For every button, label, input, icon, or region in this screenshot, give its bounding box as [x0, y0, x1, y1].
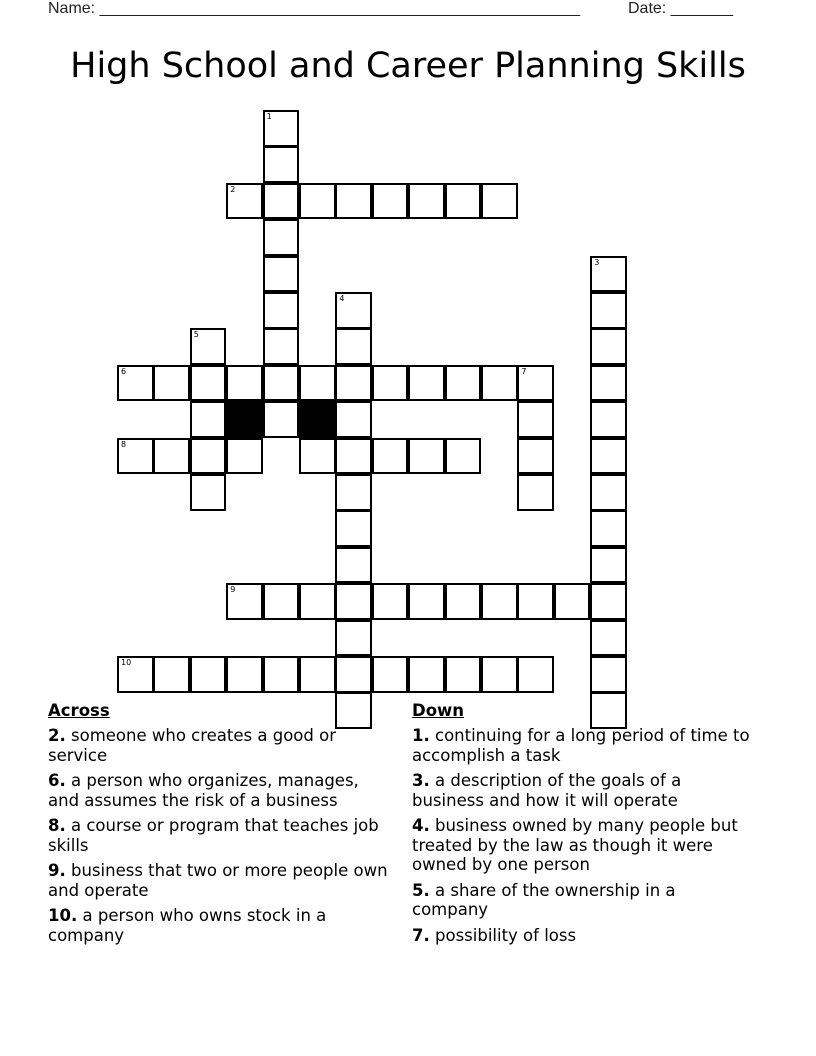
grid-cell[interactable] [590, 474, 627, 511]
clue-number: 2. [48, 726, 66, 745]
clue-down-3 [412, 771, 752, 810]
grid-cell[interactable] [554, 583, 591, 620]
grid-cell[interactable] [299, 656, 336, 693]
grid-cell[interactable] [590, 547, 627, 584]
grid-cell[interactable] [372, 365, 409, 402]
grid-cell[interactable] [263, 110, 300, 147]
grid-cell[interactable] [190, 656, 227, 693]
grid-cell[interactable] [226, 183, 263, 220]
clue-across-6 [48, 771, 393, 810]
grid-cell[interactable] [335, 474, 372, 511]
grid-cell[interactable] [590, 583, 627, 620]
grid-cell[interactable] [335, 583, 372, 620]
grid-cell[interactable] [299, 583, 336, 620]
clue-number: 4. [412, 816, 430, 835]
clue-number: 6. [48, 771, 66, 790]
grid-cell[interactable] [335, 510, 372, 547]
clue-number: 8. [48, 816, 66, 835]
grid-cell[interactable] [263, 183, 300, 220]
grid-cell[interactable] [335, 292, 372, 329]
grid-cell[interactable] [590, 656, 627, 693]
grid-cell[interactable] [408, 438, 445, 475]
grid-cell[interactable] [517, 401, 554, 438]
clue-number: 1. [412, 726, 430, 745]
grid-cell[interactable] [153, 365, 190, 402]
clue-across-9 [48, 861, 393, 900]
clue-number: 5. [412, 880, 430, 900]
clue-text: a course or program that teaches job skills [48, 816, 379, 855]
grid-cell[interactable] [408, 183, 445, 220]
grid-cell[interactable] [445, 656, 482, 693]
page-title: High School and Career Planning Skills [70, 46, 746, 86]
grid-cell[interactable] [590, 620, 627, 657]
clue-number: 10. [48, 906, 78, 925]
grid-cell[interactable] [445, 583, 482, 620]
grid-cell[interactable] [372, 656, 409, 693]
grid-cell[interactable] [263, 401, 300, 438]
grid-cell[interactable] [190, 438, 227, 475]
grid-cell[interactable] [372, 183, 409, 220]
grid-cell[interactable] [335, 438, 372, 475]
grid-cell[interactable] [481, 183, 518, 220]
clue-number-label: 1 [266, 112, 272, 121]
grid-cell[interactable] [408, 365, 445, 402]
grid-cell[interactable] [263, 583, 300, 620]
down-clues [412, 700, 752, 951]
clue-number-label: 7 [521, 366, 527, 376]
clue-number: 7. [412, 925, 430, 945]
grid-cell[interactable] [590, 256, 627, 293]
clue-number: 3. [412, 771, 430, 790]
grid-cell[interactable] [517, 365, 554, 402]
black-cell [299, 401, 336, 438]
grid-cell[interactable] [263, 656, 300, 693]
black-cell [226, 401, 263, 438]
clue-text: a description of the goals of a business and how it will operate [412, 771, 682, 810]
grid-cell[interactable] [335, 620, 372, 657]
grid-cell[interactable] [445, 438, 482, 475]
grid-cell[interactable] [263, 219, 300, 256]
grid-cell[interactable] [153, 656, 190, 693]
clue-number-label: 5 [193, 330, 199, 340]
grid-cell[interactable] [263, 146, 300, 183]
grid-cell[interactable] [590, 401, 627, 438]
clue-number-label: 2 [230, 184, 236, 194]
date-field-label[interactable]: Date: _______ [628, 0, 733, 17]
clue-text: business owned by many people but treated by the law as though it were owned by one person [412, 816, 738, 874]
grid-cell[interactable] [190, 401, 227, 438]
clue-text: possibility of loss [435, 925, 577, 945]
grid-cell[interactable] [117, 438, 154, 475]
clue-text: a share of the ownership in a company [412, 880, 676, 919]
clue-text: someone who creates a good or service [48, 726, 336, 765]
grid-cell[interactable] [372, 583, 409, 620]
grid-cell[interactable] [517, 438, 554, 475]
down-heading: Down [412, 701, 465, 720]
clue-number-label: 3 [594, 257, 600, 267]
grid-cell[interactable] [299, 365, 336, 402]
grid-cell[interactable] [590, 328, 627, 365]
clue-across-2 [48, 726, 393, 765]
grid-cell[interactable] [481, 583, 518, 620]
clue-text: business that two or more people own and operate [48, 861, 388, 900]
grid-cell[interactable] [408, 583, 445, 620]
clue-across-10 [48, 906, 393, 945]
grid-cell[interactable] [263, 328, 300, 365]
grid-cell[interactable] [408, 656, 445, 693]
grid-cell[interactable] [590, 292, 627, 329]
grid-cell[interactable] [481, 656, 518, 693]
grid-cell[interactable] [263, 292, 300, 329]
grid-cell[interactable] [335, 365, 372, 402]
grid-cell[interactable] [226, 583, 263, 620]
grid-cell[interactable] [190, 365, 227, 402]
clue-across-8 [48, 816, 393, 855]
grid-cell[interactable] [445, 183, 482, 220]
across-heading: Across [48, 701, 110, 720]
grid-cell[interactable] [190, 328, 227, 365]
grid-cell[interactable] [481, 365, 518, 402]
grid-cell[interactable] [372, 438, 409, 475]
clue-text: a person who organizes, manages, and assumes the risk of a business [48, 771, 359, 810]
grid-cell[interactable] [335, 547, 372, 584]
grid-cell[interactable] [517, 474, 554, 511]
grid-cell[interactable] [335, 328, 372, 365]
clue-number-label: 10 [121, 658, 132, 667]
grid-cell[interactable] [299, 438, 336, 475]
clue-text: a person who owns stock in a company [48, 906, 327, 945]
clue-down-5 [412, 881, 752, 920]
clue-down-4 [412, 816, 752, 875]
grid-cell[interactable] [117, 365, 154, 402]
clue-number-label: 9 [230, 585, 236, 595]
clue-number-label: 8 [121, 439, 127, 449]
clue-number-label: 4 [339, 294, 345, 303]
grid-cell[interactable] [335, 656, 372, 693]
grid-cell[interactable] [263, 256, 300, 293]
grid-cell[interactable] [517, 656, 554, 693]
grid-cell[interactable] [335, 401, 372, 438]
grid-cell[interactable] [590, 438, 627, 475]
grid-cell[interactable] [226, 438, 263, 475]
clue-number-label: 6 [121, 366, 127, 376]
clue-number: 9. [48, 861, 66, 880]
across-clues [48, 700, 393, 951]
grid-cell[interactable] [590, 510, 627, 547]
name-field-label[interactable]: Name: ______________________________________________________ [48, 0, 581, 17]
grid-cell[interactable] [517, 583, 554, 620]
clue-text: continuing for a long period of time to accomplish a task [412, 726, 750, 765]
grid-cell[interactable] [263, 365, 300, 402]
grid-cell[interactable] [226, 656, 263, 693]
grid-cell[interactable] [153, 438, 190, 475]
grid-cell[interactable] [335, 183, 372, 220]
grid-cell[interactable] [190, 474, 227, 511]
grid-cell[interactable] [445, 365, 482, 402]
grid-cell[interactable] [299, 183, 336, 220]
grid-cell[interactable] [226, 365, 263, 402]
grid-cell[interactable] [117, 656, 154, 693]
clue-down-7 [412, 926, 752, 946]
clue-down-1 [412, 726, 752, 765]
grid-cell[interactable] [590, 365, 627, 402]
